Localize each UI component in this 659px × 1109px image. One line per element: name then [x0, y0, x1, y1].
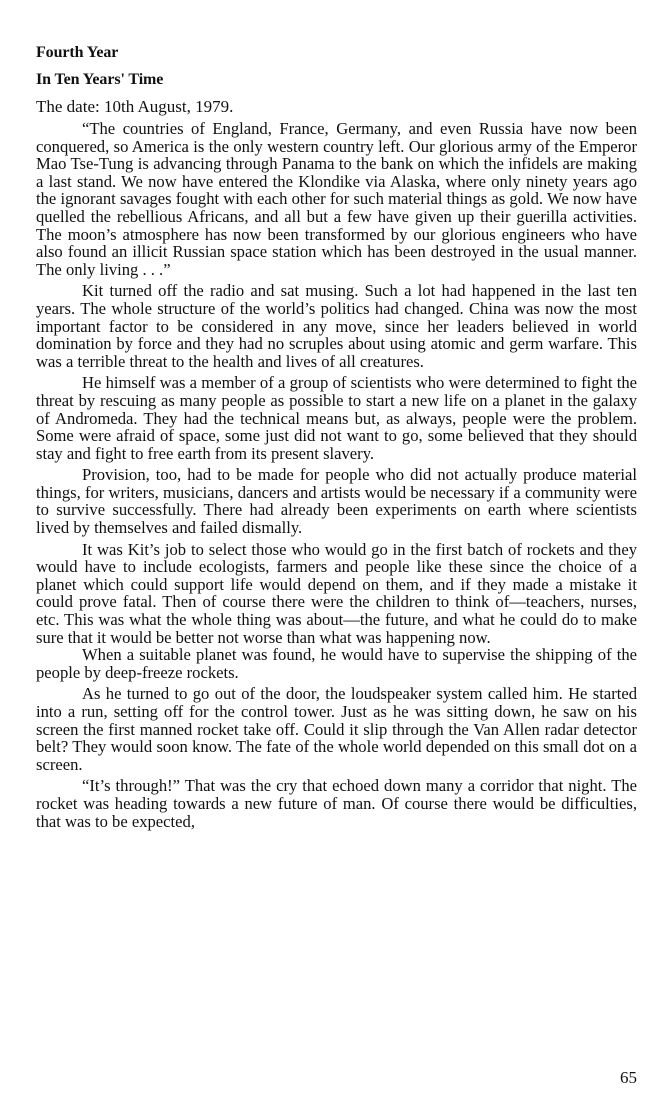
paragraph-provision: Provision, too, had to be made for people who did not actually produce material things, for writers, musicians, dancers and artists would be necessary if a community were to survive successfully. There had already been experiments on earth where scientists lived by themselves and failed dismally.: [36, 465, 637, 538]
paragraph-its-through: “It’s through!” That was the cry that echoed down many a corridor that night. The rocket was heading towards a new future of man. Of course there would be difficulties, that was to be expected,: [36, 776, 637, 831]
paragraph-radio-broadcast: “The countries of England, France, Germany, and even Russia have now been conquered, so America is the only western country left. Our glorious army of the Emperor Mao Tse-Tung is advancing through Panama to the bank on which the infidels are making a last stand. We now have entered the Klondike via Alaska, where only ninety years ago the ignorant savages fought with each other for such material things as gold. We now have quelled the rebellious Africans, and all but a few have given up their guerilla activities. The moon’s atmosphere has now been transformed by our glorious engineers who have also found an illicit Russian space station which has been destroyed in the usual manner. The only living . . .”: [36, 119, 637, 279]
story-title: In Ten Years' Time: [36, 71, 164, 88]
date-line: The date: 10th August, 1979.: [36, 97, 234, 116]
paragraph-kits-job: It was Kit’s job to select those who would go in the first batch of rockets and they would have to include ecologists, farmers and people like these since the choice of a planet which could support life would depend on them, and if they made a mistake it could prove fatal. Then of course there were the children to think of—teachers, nurses, etc. This was what the whole thing was about—the future, and what he could do to make sure that it would be better not worse than what was happening now.: [36, 539, 637, 647]
page-number: 65: [620, 1068, 637, 1087]
paragraph-scientists-group: He himself was a member of a group of scientists who were determined to fight the threat by rescuing as many people as possible to start a new life on a planet in the galaxy of Andromeda. They had the technical means but, as always, people were the problem. Some were afraid of space, some just did not want to go, some believed that they should stay and fight to free earth from its present slavery.: [36, 373, 637, 463]
paragraph-kit-musing: Kit turned off the radio and sat musing. Such a lot had happened in the last ten years. The whole structure of the world’s politics had changed. China was now the most important factor to be considered in any move, since her leaders believed in world domination by force and they had no scruples about using atomic and germ warfare. This was a terrible threat to the health and lives of all creatures.: [36, 281, 637, 371]
paragraph-loudspeaker: As he turned to go out of the door, the loudspeaker system called him. He started into a run, setting off for the control tower. Just as he was sitting down, he saw on his screen the first manned rocket take off. Could it slip through the Van Allen radar detector belt? They would soon know. The fate of the whole world depended on this small dot on a screen.: [36, 684, 637, 774]
book-page: [36, 44, 637, 834]
paragraph-suitable-planet: When a suitable planet was found, he would have to supervise the shipping of the people by deep-freeze rockets.: [36, 645, 637, 682]
section-title: Fourth Year: [36, 44, 119, 61]
